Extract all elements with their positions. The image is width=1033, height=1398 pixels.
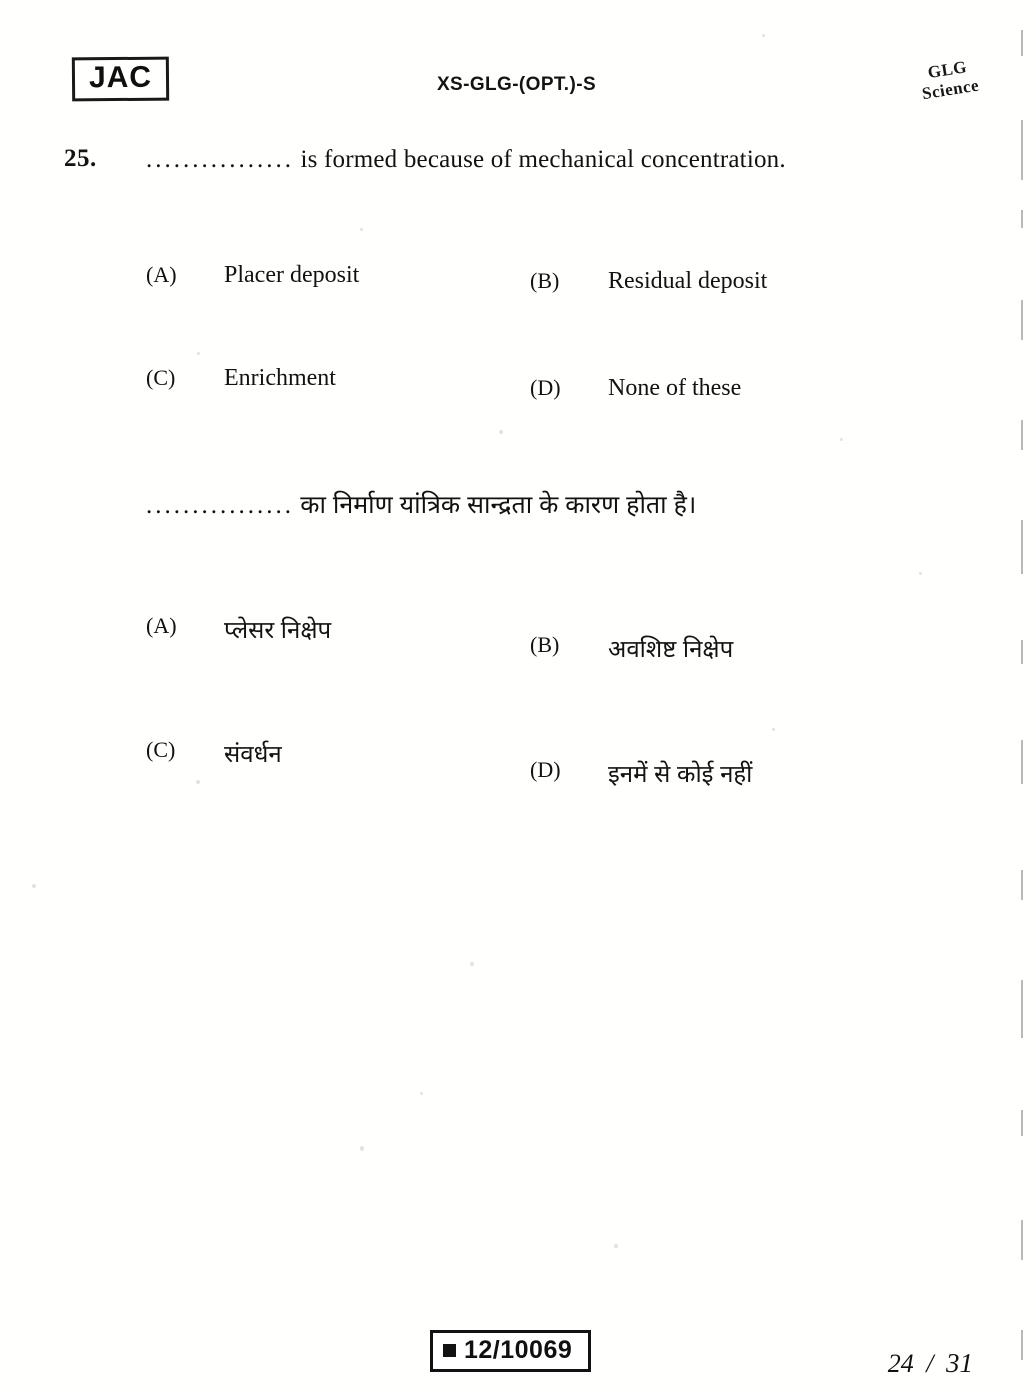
option-en-a-label: Placer deposit <box>224 262 360 288</box>
scan-speckle <box>762 34 765 37</box>
option-hi-b-label: अवशिष्ट निक्षेप <box>608 636 734 663</box>
option-hi-a-label: प्लेसर निक्षेप <box>224 617 332 644</box>
page-number <box>888 1348 973 1379</box>
option-en-d-tag: (D) <box>530 375 561 400</box>
option-hi-c-tag: (C) <box>146 737 176 762</box>
option-en-b-label: Residual deposit <box>608 268 768 294</box>
barcode-box <box>430 1330 591 1372</box>
page-separator: / <box>926 1349 934 1378</box>
option-en-a-tag: (A) <box>146 262 177 287</box>
option-hi-d-label: इनमें से कोई नहीं <box>608 761 753 788</box>
scan-speckle <box>919 572 922 575</box>
option-hi-a-tag: (A) <box>146 613 177 638</box>
paper-code: XS-GLG-(OPT.)-S <box>436 74 597 95</box>
subject-stamp <box>898 53 999 108</box>
scan-edge-marks <box>1017 0 1027 1398</box>
question-number: 25. <box>64 145 97 172</box>
option-en-d-label: None of these <box>608 375 742 401</box>
question-blank-dots: ................ <box>146 146 294 173</box>
question-text-english <box>146 146 946 174</box>
scan-speckle <box>614 1244 618 1248</box>
page-current: 24 <box>887 1349 914 1378</box>
scan-speckle <box>772 728 775 731</box>
option-hi-d-tag: (D) <box>530 757 561 782</box>
scan-speckle <box>360 228 363 231</box>
subject-stamp-code: GLG <box>926 57 969 83</box>
option-hi-b-tag: (B) <box>530 632 560 657</box>
option-en-b-tag: (B) <box>530 268 560 293</box>
question-text-hindi <box>146 487 956 521</box>
subject-stamp-subject: Science <box>920 75 981 104</box>
option-en-c-label: Enrichment <box>224 365 336 391</box>
question-blank-dots-hindi: ................ <box>146 492 294 519</box>
question-statement-hindi: का निर्माण यांत्रिक सान्द्रता के कारण होता है। <box>300 491 697 519</box>
scan-speckle <box>470 962 474 966</box>
barcode-text: 12/10069 <box>464 1336 573 1364</box>
page-total: 31 <box>946 1348 973 1378</box>
scan-speckle <box>420 1092 423 1095</box>
scan-speckle <box>196 780 200 784</box>
option-hi-c-label: संवर्धन <box>224 741 282 768</box>
barcode-icon <box>443 1344 456 1357</box>
scan-speckle <box>360 1146 364 1151</box>
scan-speckle <box>197 352 200 355</box>
scan-speckle <box>499 430 503 434</box>
scan-speckle <box>32 884 36 888</box>
scan-speckle <box>840 438 843 441</box>
option-en-c-tag: (C) <box>146 365 176 390</box>
question-statement-english: is formed because of mechanical concentration. <box>300 146 786 173</box>
board-logo: JAC <box>72 57 169 102</box>
